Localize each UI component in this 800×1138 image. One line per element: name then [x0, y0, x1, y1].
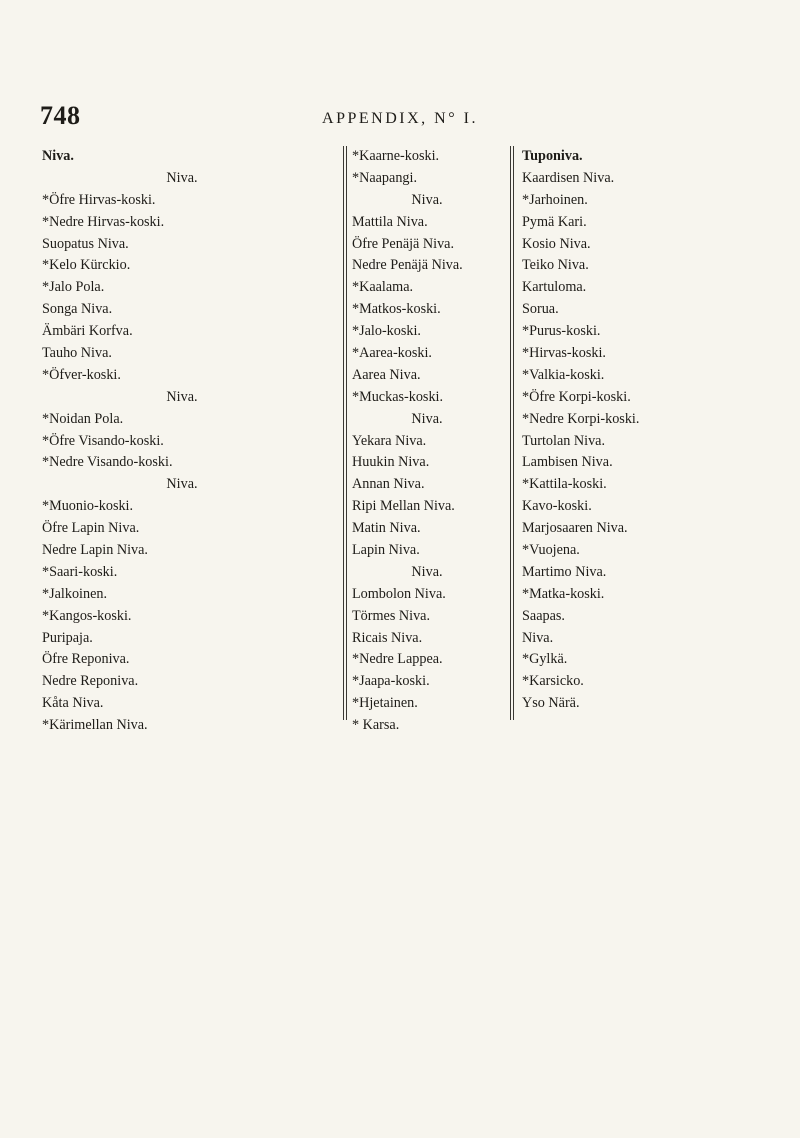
list-item: *Jaapa-koski.	[352, 673, 430, 690]
list-item: Kåta Niva.	[42, 695, 104, 712]
list-item: Marjosaaren Niva.	[522, 520, 628, 537]
list-item: *Nedre Korpi-koski.	[522, 410, 640, 427]
list-item: *Kaalama.	[352, 279, 414, 296]
page-number: 748	[40, 101, 81, 130]
list-item: Niva.	[411, 563, 443, 580]
list-item: Niva.	[166, 476, 198, 493]
list-item: Kartuloma.	[522, 279, 587, 296]
list-item: *Kattila-koski.	[522, 476, 607, 493]
list-item: Saapas.	[522, 607, 565, 624]
list-item: Niva.	[411, 191, 443, 208]
list-item: *Karsicko.	[522, 673, 584, 690]
list-item: *Öfre Korpi-koski.	[522, 388, 631, 405]
column-divider	[513, 146, 514, 720]
running-head: APPENDIX, N° I.	[322, 110, 478, 127]
list-item: Niva.	[42, 148, 74, 164]
list-item: Öfre Lapin Niva.	[42, 520, 140, 537]
list-item: Kosio Niva.	[522, 235, 591, 252]
list-item: *Nedre Lappea.	[352, 651, 443, 668]
list-item: *Vuojena.	[522, 542, 580, 559]
list-item: *Jalkoinen.	[42, 585, 108, 602]
list-item: Ricais Niva.	[352, 629, 423, 646]
list-item: Törmes Niva.	[352, 607, 431, 624]
list-item: *Kärimellan Niva.	[42, 717, 148, 734]
list-item: Tuponiva.	[522, 148, 583, 164]
list-item: Lombolon Niva.	[352, 585, 446, 602]
list-item: *Kaarne-koski.	[352, 148, 440, 164]
list-item: * Karsa.	[352, 717, 400, 734]
column-right	[522, 146, 792, 715]
list-item: Tauho Niva.	[42, 345, 112, 362]
list-item: *Matkos-koski.	[352, 301, 441, 318]
list-item: Nedre Reponiva.	[42, 673, 139, 690]
list-item: Yso Närä.	[522, 695, 580, 712]
list-item: Kavo-koski.	[522, 498, 592, 515]
list-item: Öfre Penäjä Niva.	[352, 235, 455, 252]
list-item: *Öfver-koski.	[42, 366, 121, 383]
list-item: *Jarhoinen.	[522, 191, 588, 208]
list-item: *Jalo-koski.	[352, 323, 421, 340]
list-item: Suopatus Niva.	[42, 235, 129, 252]
column-divider	[510, 146, 511, 720]
list-item: Kaardisen Niva.	[522, 169, 615, 186]
list-item: Lapin Niva.	[352, 542, 420, 559]
list-item: *Purus-koski.	[522, 323, 601, 340]
list-item: *Hirvas-koski.	[522, 345, 606, 362]
list-item: *Naapangi.	[352, 169, 418, 186]
list-item: *Noidan Pola.	[42, 410, 124, 427]
list-item: Mattila Niva.	[352, 213, 428, 230]
list-item: *Gylkä.	[522, 651, 568, 668]
list-item: Niva.	[166, 169, 198, 186]
list-item: Huukin Niva.	[352, 454, 430, 471]
list-item: Sorua.	[522, 301, 559, 318]
list-item: Ämbäri Korfva.	[42, 323, 133, 340]
list-item: Pymä Kari.	[522, 213, 587, 230]
list-item: *Nedre Hirvas-koski.	[42, 213, 165, 230]
list-item: Niva.	[166, 388, 198, 405]
list-item: Teiko Niva.	[522, 257, 589, 274]
list-item: *Saari-koski.	[42, 563, 118, 580]
list-item: *Öfre Hirvas-koski.	[42, 191, 156, 208]
list-item: *Nedre Visando-koski.	[42, 454, 173, 471]
list-item: Annan Niva.	[352, 476, 425, 493]
list-item: *Muckas-koski.	[352, 388, 444, 405]
list-item: Ripi Mellan Niva.	[352, 498, 455, 515]
column-middle	[352, 146, 502, 737]
list-item: Öfre Reponiva.	[42, 651, 130, 668]
list-item: *Muonio-koski.	[42, 498, 134, 515]
list-item: Yekara Niva.	[352, 432, 427, 449]
list-item: Martimo Niva.	[522, 563, 607, 580]
list-item: *Öfre Visando-koski.	[42, 432, 164, 449]
list-item: *Kelo Kürckio.	[42, 257, 131, 274]
list-item: *Aarea-koski.	[352, 345, 432, 362]
column-left	[42, 146, 322, 737]
list-item: Niva.	[522, 629, 554, 646]
list-item: *Jalo Pola.	[42, 279, 105, 296]
list-item: Lambisen Niva.	[522, 454, 613, 471]
list-item: Niva.	[411, 410, 443, 427]
list-item: *Matka-koski.	[522, 585, 605, 602]
list-item: Matin Niva.	[352, 520, 421, 537]
list-item: Songa Niva.	[42, 301, 113, 318]
column-divider	[343, 146, 344, 720]
list-item: Puripaja.	[42, 629, 93, 646]
list-item: *Valkia-koski.	[522, 366, 605, 383]
list-item: Nedre Lapin Niva.	[42, 542, 148, 559]
list-item: Aarea Niva.	[352, 366, 421, 383]
column-divider	[346, 146, 347, 720]
list-item: Nedre Penäjä Niva.	[352, 257, 463, 274]
list-item: *Kangos-koski.	[42, 607, 132, 624]
list-item: Turtolan Niva.	[522, 432, 606, 449]
list-item: *Hjetainen.	[352, 695, 418, 712]
